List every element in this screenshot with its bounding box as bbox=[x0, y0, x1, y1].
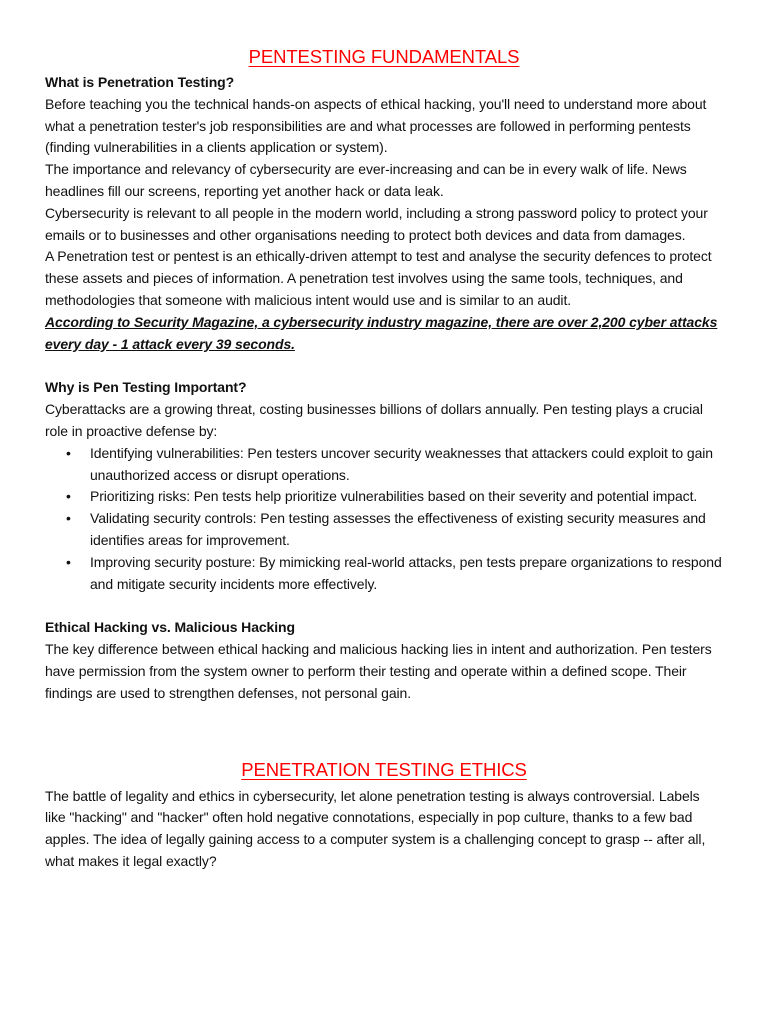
paragraph-why-intro: Cyberattacks are a growing threat, costing businesses billions of dollars annually. Pen testing plays a crucial role in proactive defense by: bbox=[45, 401, 703, 439]
bullet-icon: • bbox=[66, 510, 71, 527]
list-item-text: Identifying vulnerabilities: Pen testers uncover security weaknesses that attackers could exploit to gain unauthorized access or disrupt operations. bbox=[90, 444, 713, 483]
paragraph-ethics: The battle of legality and ethics in cybersecurity, let alone penetration testing is always controversial. Labels like "hacking" and "hacker" often hold negative connotations, especially in pop culture, thanks to a few bad apples. The idea of legally gaining access to a computer system is a challenging concept to grasp -- after all, what makes it legal exactly? bbox=[45, 787, 706, 869]
bullet-icon: • bbox=[66, 553, 71, 570]
list-item bbox=[45, 443, 723, 487]
list-item bbox=[45, 486, 723, 508]
bullet-icon: • bbox=[66, 488, 71, 505]
list-item-text: Prioritizing risks: Pen tests help prioritize vulnerabilities based on their severity and potential impact. bbox=[90, 488, 698, 505]
list-item-text: Validating security controls: Pen testing assesses the effectiveness of existing security measures and identifies areas for improvement. bbox=[90, 510, 706, 548]
paragraph-definition: A Penetration test or pentest is an ethically-driven attempt to test and analyse the security defences to protect these assets and pieces of information. A penetration test involves using the same tools, techniques, and methodologies that someone with malicious intent would use and is similar to an audit. bbox=[45, 248, 712, 308]
emphasis-statistic: According to Security Magazine, a cybersecurity industry magazine, there are over 2,200 cyber attacks every day - 1 attack every 39 seconds. bbox=[45, 313, 718, 352]
heading-what-is-pentest: What is Penetration Testing? bbox=[45, 74, 235, 90]
spacer bbox=[45, 595, 723, 617]
list-item bbox=[45, 508, 723, 552]
bullet-list bbox=[45, 443, 723, 596]
section-title-ethics: PENETRATION TESTING ETHICS bbox=[241, 758, 527, 780]
paragraph-intro: Before teaching you the technical hands-on aspects of ethical hacking, you'll need to understand more about what a penetration tester's job responsibilities are and what processes are followed in performing pentests (finding vulnerabilities in a clients application or system). bbox=[45, 95, 707, 156]
list-item bbox=[45, 552, 723, 596]
paragraph-relevance: Cybersecurity is relevant to all people in the modern world, including a strong password policy to protect your emails or to businesses and other organisations needing to protect both devices and data from damages. bbox=[45, 204, 708, 243]
spacer bbox=[45, 355, 723, 377]
paragraph-ethical: The key difference between ethical hacking and malicious hacking lies in intent and authorization. Pen testers have permission from the system owner to perform their testing and operate within a defined scope. Their findings are used to strengthen defenses, not personal gain. bbox=[45, 641, 712, 701]
heading-why-important: Why is Pen Testing Important? bbox=[45, 379, 247, 396]
section-title-fundamentals: PENTESTING FUNDAMENTALS bbox=[248, 46, 520, 67]
heading-ethical-vs-malicious: Ethical Hacking vs. Malicious Hacking bbox=[45, 619, 295, 636]
bullet-icon: • bbox=[66, 444, 71, 461]
paragraph-importance: The importance and relevancy of cybersecurity are ever-increasing and can be in every walk of life. News headlines fill our screens, reporting yet another hack or data leak. bbox=[45, 161, 687, 199]
list-item-text: Improving security posture: By mimicking real-world attacks, pen tests prepare organizations to respond and mitigate security incidents more effectively. bbox=[90, 553, 722, 592]
